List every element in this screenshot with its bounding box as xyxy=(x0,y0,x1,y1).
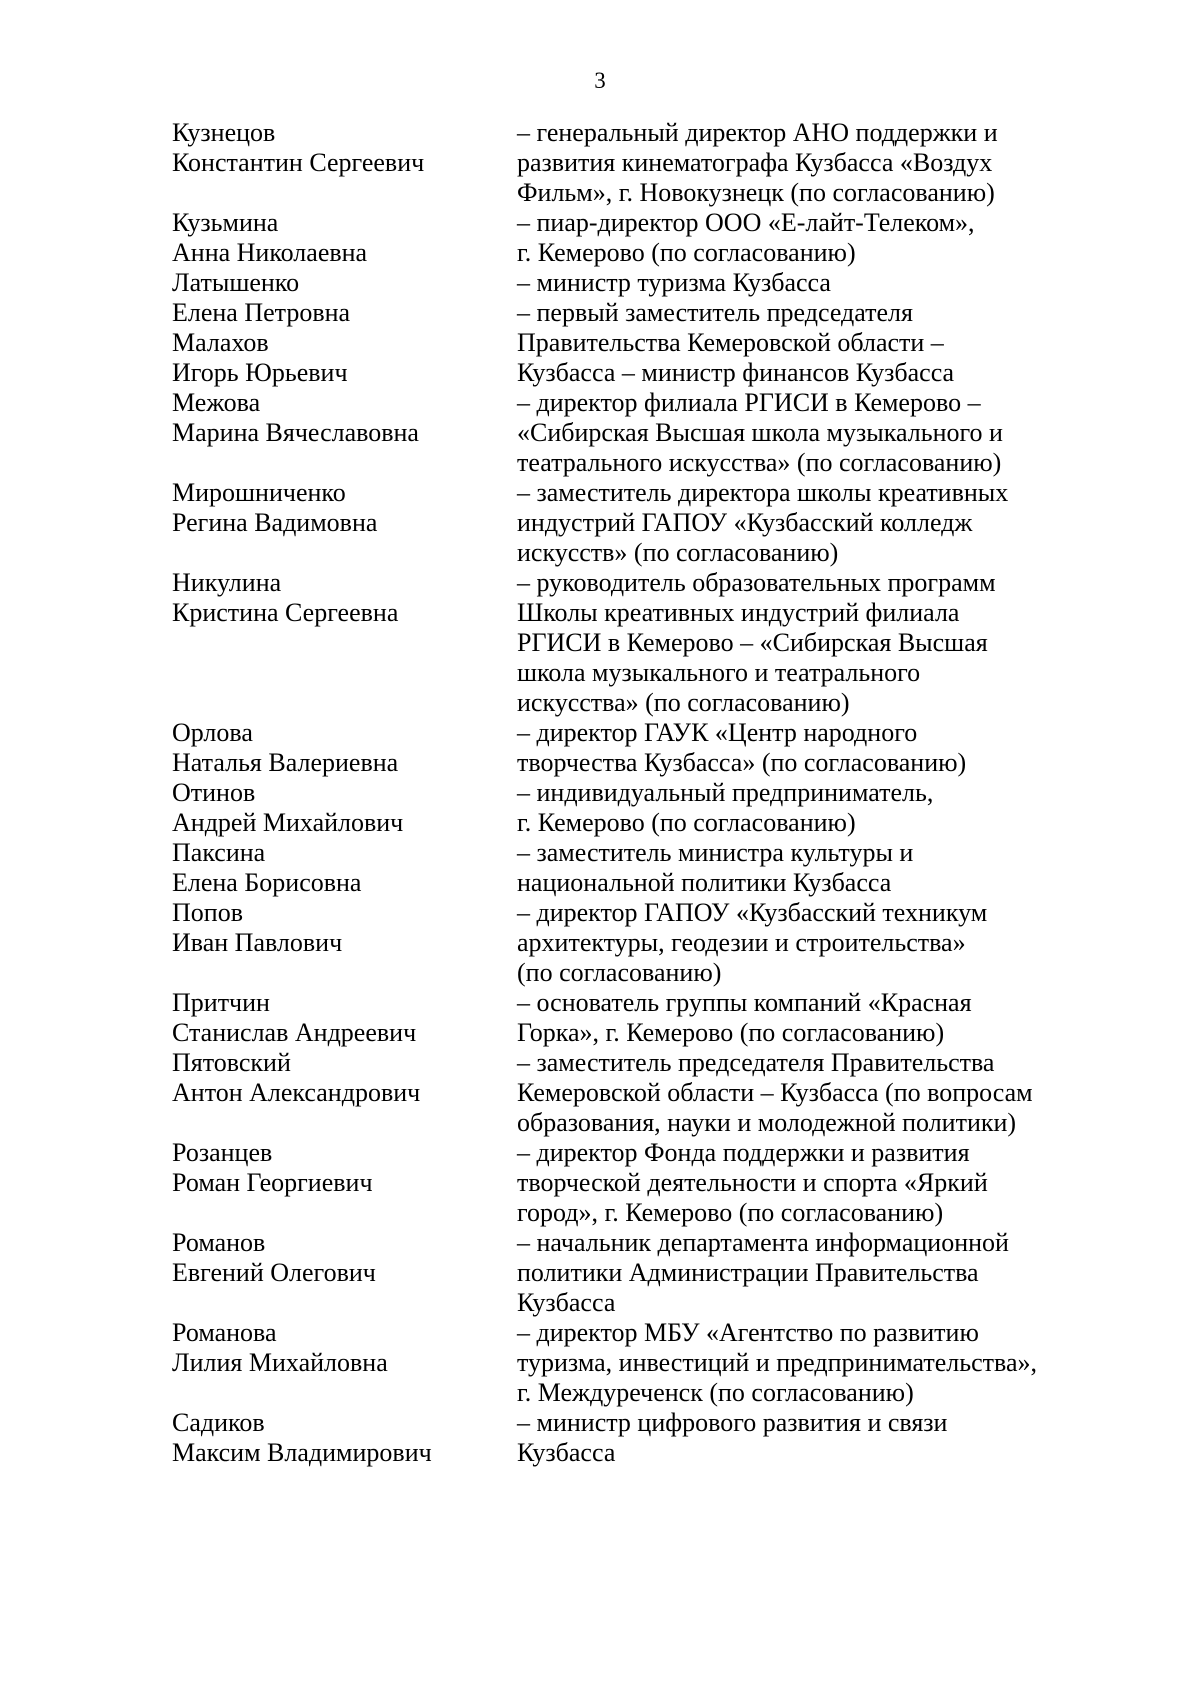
member-position: – руководитель образовательных программ xyxy=(517,568,996,597)
member-position: творческой деятельности и спорта «Яркий xyxy=(517,1168,988,1197)
member-line xyxy=(0,568,1200,598)
member-line xyxy=(0,1078,1200,1108)
member-line xyxy=(0,1048,1200,1078)
member-name: Игорь Юрьевич xyxy=(172,358,348,387)
member-position: – директор филиала РГИСИ в Кемерово – xyxy=(517,388,981,417)
page-number: 3 xyxy=(594,68,606,93)
member-position: политики Администрации Правительства xyxy=(517,1258,979,1287)
member-name: Андрей Михайлович xyxy=(172,808,404,837)
member-name: Роман Георгиевич xyxy=(172,1168,373,1197)
member-position: – заместитель директора школы креативных xyxy=(517,478,1009,507)
member-line xyxy=(0,238,1200,268)
member-line xyxy=(0,448,1200,478)
member-name: Кузнецов xyxy=(172,118,276,147)
member-line xyxy=(0,598,1200,628)
member-line xyxy=(0,208,1200,238)
member-position: Кузбасса xyxy=(517,1438,616,1467)
member-line xyxy=(0,148,1200,178)
member-position: – министр цифрового развития и связи xyxy=(517,1408,948,1437)
member-name: Анна Николаевна xyxy=(172,238,368,267)
member-line xyxy=(0,1378,1200,1408)
member-line xyxy=(0,958,1200,988)
member-position: образования, науки и молодежной политики) xyxy=(517,1108,1017,1137)
member-name: Наталья Валериевна xyxy=(172,748,399,777)
member-name: Романова xyxy=(172,1318,277,1347)
member-position: творчества Кузбасса» (по согласованию) xyxy=(517,748,967,777)
member-position: – министр туризма Кузбасса xyxy=(517,268,831,297)
member-line xyxy=(0,328,1200,358)
member-line xyxy=(0,1138,1200,1168)
member-position: – заместитель председателя Правительства xyxy=(517,1048,995,1077)
member-position: город», г. Кемерово (по согласованию) xyxy=(517,1198,944,1227)
member-position: туризма, инвестиций и предпринимательства», xyxy=(517,1348,1038,1377)
member-line xyxy=(0,1198,1200,1228)
member-position: – генеральный директор АНО поддержки и xyxy=(517,118,998,147)
member-position: развития кинематографа Кузбасса «Воздух xyxy=(517,148,993,177)
member-name: Попов xyxy=(172,898,243,927)
member-line xyxy=(0,838,1200,868)
member-line xyxy=(0,1018,1200,1048)
member-line xyxy=(0,1228,1200,1258)
member-position: г. Кемерово (по согласованию) xyxy=(517,808,856,837)
member-line xyxy=(0,538,1200,568)
member-name: Евгений Олегович xyxy=(172,1258,376,1287)
member-position: Правительства Кемеровской области – xyxy=(517,328,944,357)
member-line xyxy=(0,628,1200,658)
member-position: – индивидуальный предприниматель, xyxy=(517,778,934,807)
member-position: – директор ГАПОУ «Кузбасский техникум xyxy=(517,898,988,927)
member-line xyxy=(0,658,1200,688)
member-name: Мирошниченко xyxy=(172,478,346,507)
member-position: – заместитель министра культуры и xyxy=(517,838,914,867)
member-line xyxy=(0,1168,1200,1198)
member-position: (по согласованию) xyxy=(517,958,722,987)
member-position: театрального искусства» (по согласованию) xyxy=(517,448,1002,477)
member-position: архитектуры, геодезии и строительства» xyxy=(517,928,966,957)
member-line xyxy=(0,808,1200,838)
member-position: Кемеровской области – Кузбасса (по вопросам xyxy=(517,1078,1033,1107)
member-position: – директор ГАУК «Центр народного xyxy=(517,718,918,747)
member-line xyxy=(0,748,1200,778)
member-name: Константин Сергеевич xyxy=(172,148,425,177)
member-name: Антон Александрович xyxy=(172,1078,421,1107)
member-line xyxy=(0,298,1200,328)
member-line xyxy=(0,178,1200,208)
member-position: индустрий ГАПОУ «Кузбасский колледж xyxy=(517,508,973,537)
member-name: Притчин xyxy=(172,988,270,1017)
member-line xyxy=(0,928,1200,958)
member-position: искусств» (по согласованию) xyxy=(517,538,839,567)
member-position: Кузбасса xyxy=(517,1288,616,1317)
member-name: Никулина xyxy=(172,568,282,597)
member-position: «Сибирская Высшая школа музыкального и xyxy=(517,418,1003,447)
member-position: Кузбасса – министр финансов Кузбасса xyxy=(517,358,955,387)
member-line xyxy=(0,1348,1200,1378)
member-line xyxy=(0,778,1200,808)
member-name: Лилия Михайловна xyxy=(172,1348,388,1377)
member-name: Паксина xyxy=(172,838,266,867)
member-line xyxy=(0,268,1200,298)
member-position: – начальник департамента информационной xyxy=(517,1228,1009,1257)
member-name: Елена Петровна xyxy=(172,298,351,327)
member-name: Орлова xyxy=(172,718,253,747)
member-position: – основатель группы компаний «Красная xyxy=(517,988,972,1017)
member-name: Отинов xyxy=(172,778,256,807)
member-position: г. Кемерово (по согласованию) xyxy=(517,238,856,267)
member-position: школа музыкального и театрального xyxy=(517,658,921,687)
member-name: Малахов xyxy=(172,328,269,357)
member-line xyxy=(0,1258,1200,1288)
member-position: Школы креативных индустрий филиала xyxy=(517,598,960,627)
member-line xyxy=(0,1108,1200,1138)
member-line xyxy=(0,1318,1200,1348)
member-line xyxy=(0,898,1200,928)
member-name: Регина Вадимовна xyxy=(172,508,378,537)
member-position: г. Междуреченск (по согласованию) xyxy=(517,1378,914,1407)
member-line xyxy=(0,388,1200,418)
member-line xyxy=(0,508,1200,538)
member-position: – директор МБУ «Агентство по развитию xyxy=(517,1318,979,1347)
member-name: Межова xyxy=(172,388,261,417)
member-name: Пятовский xyxy=(172,1048,291,1077)
member-line xyxy=(0,1438,1200,1468)
member-name: Иван Павлович xyxy=(172,928,343,957)
member-name: Розанцев xyxy=(172,1138,273,1167)
members-list xyxy=(0,118,1200,1468)
member-name: Кузьмина xyxy=(172,208,279,237)
member-position: Фильм», г. Новокузнецк (по согласованию) xyxy=(517,178,995,207)
member-line xyxy=(0,118,1200,148)
member-line xyxy=(0,478,1200,508)
member-name: Латышенко xyxy=(172,268,300,297)
member-line xyxy=(0,1408,1200,1438)
member-name: Марина Вячеславовна xyxy=(172,418,419,447)
member-line xyxy=(0,718,1200,748)
member-line xyxy=(0,868,1200,898)
member-name: Романов xyxy=(172,1228,266,1257)
member-position: искусства» (по согласованию) xyxy=(517,688,850,717)
member-position: – первый заместитель председателя xyxy=(517,298,913,327)
member-position: Горка», г. Кемерово (по согласованию) xyxy=(517,1018,945,1047)
member-name: Садиков xyxy=(172,1408,265,1437)
member-line xyxy=(0,358,1200,388)
member-position: национальной политики Кузбасса xyxy=(517,868,892,897)
member-name: Елена Борисовна xyxy=(172,868,362,897)
member-line xyxy=(0,1288,1200,1318)
member-line xyxy=(0,988,1200,1018)
member-line xyxy=(0,418,1200,448)
member-position: – директор Фонда поддержки и развития xyxy=(517,1138,970,1167)
member-name: Максим Владимирович xyxy=(172,1438,432,1467)
member-position: – пиар-директор ООО «Е-лайт-Телеком», xyxy=(517,208,975,237)
member-line xyxy=(0,688,1200,718)
member-name: Станислав Андреевич xyxy=(172,1018,417,1047)
member-position: РГИСИ в Кемерово – «Сибирская Высшая xyxy=(517,628,988,657)
member-name: Кристина Сергеевна xyxy=(172,598,399,627)
